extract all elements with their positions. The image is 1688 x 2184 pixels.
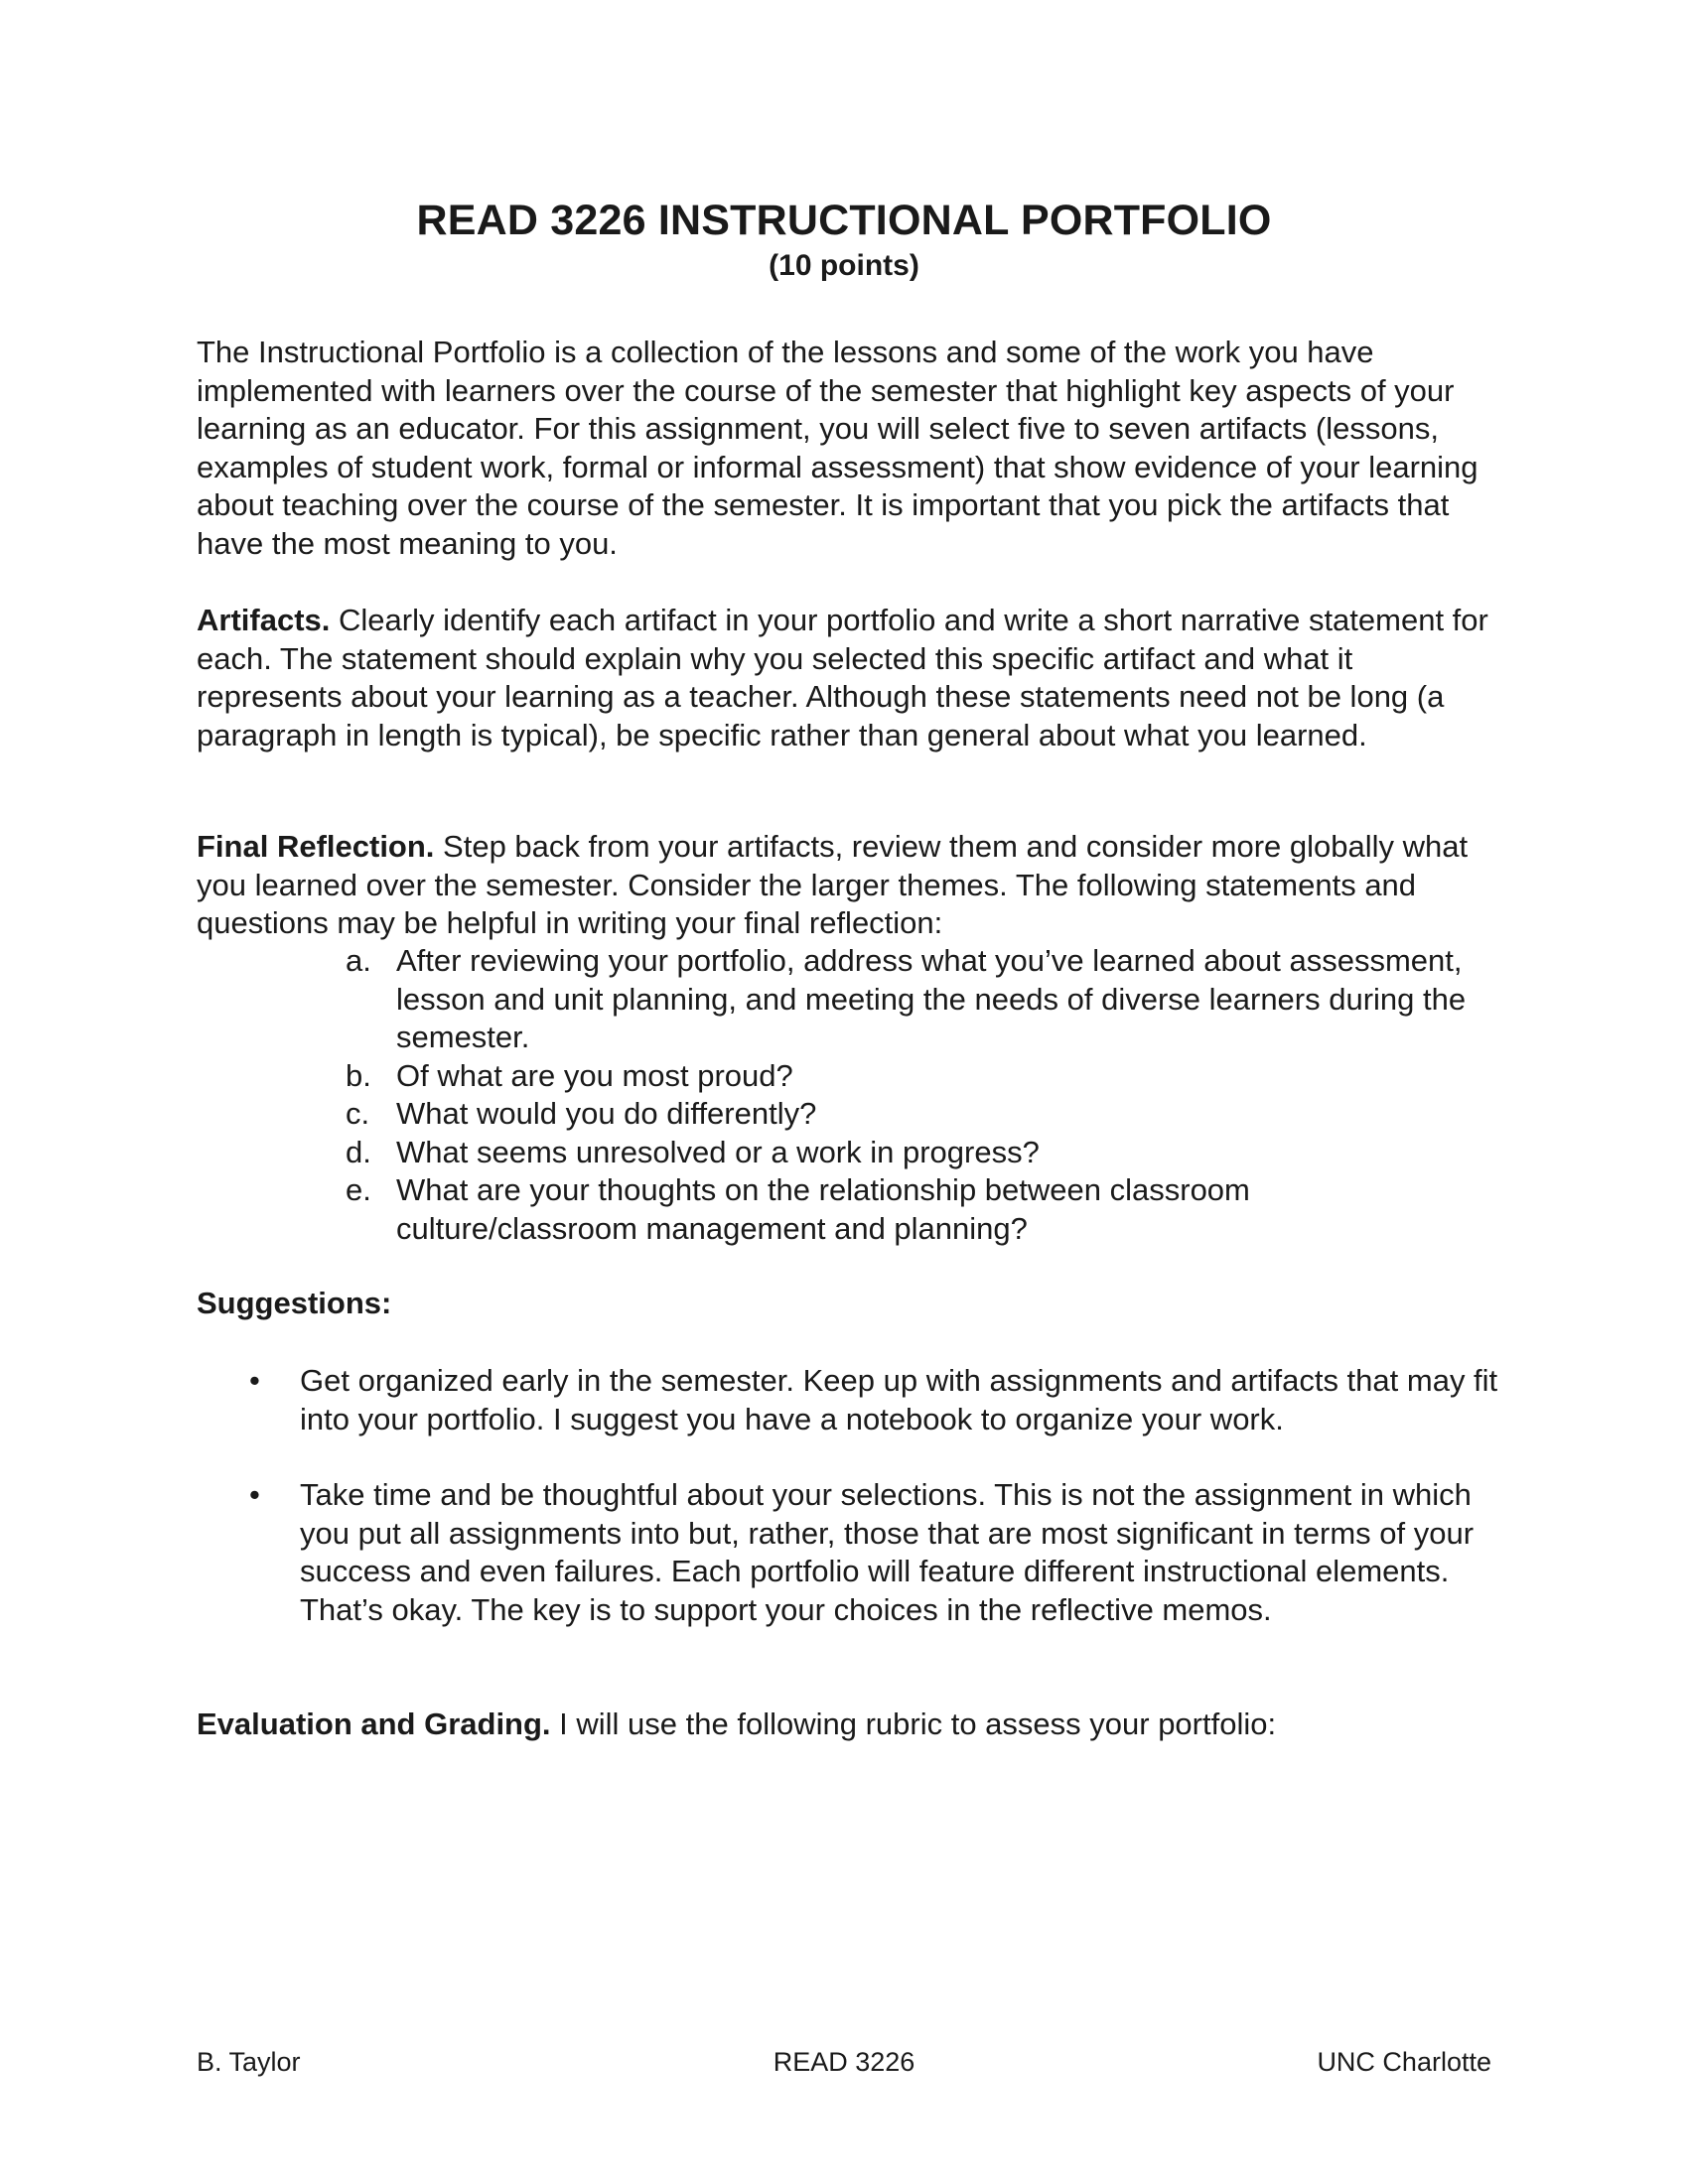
list-item-text: Of what are you most proud? (396, 1057, 793, 1093)
artifacts-section (197, 602, 1499, 754)
list-marker: e. (346, 1172, 371, 1207)
list-item-text: What would you do differently? (396, 1096, 817, 1131)
final-reflection-section (197, 828, 1499, 943)
bullet-icon: • (249, 1477, 260, 1512)
reflection-questions-list (338, 942, 1489, 1248)
list-marker: c. (346, 1096, 370, 1131)
list-marker: d. (346, 1134, 371, 1169)
list-item-text: What seems unresolved or a work in progress? (396, 1134, 1040, 1169)
footer-course: READ 3226 (773, 2047, 915, 2077)
final-reflection-text: Step back from your artifacts, review them and consider more globally what you learned over the semester. Consider the larger themes. The following statements and questions may be helpful in writing your final reflection: (197, 829, 1469, 940)
list-item (338, 1095, 1489, 1134)
suggestions-heading: Suggestions: (197, 1286, 392, 1320)
evaluation-section (197, 1706, 1499, 1744)
footer-author: B. Taylor (197, 2047, 301, 2077)
artifacts-paragraph (197, 602, 1499, 754)
list-item-text: After reviewing your portfolio, address what you’ve learned about assessment, lesson and unit planning, and meeting the needs of diverse learners during the semester. (396, 943, 1467, 1054)
list-marker: a. (346, 943, 371, 978)
list-item-text: Get organized early in the semester. Keep up with assignments and artifacts that may fit into your portfolio. I suggest you have a notebook to organize your work. (300, 1363, 1498, 1436)
footer-institution: UNC Charlotte (1317, 2047, 1491, 2077)
artifacts-text: Clearly identify each artifact in your portfolio and write a short narrative statement for each. The statement should explain why you selected this specific artifact and what it represents about your learning as a teacher. Although these statements need not be long (a paragraph in length is typical), be specific rather than general about what you learned. (197, 603, 1488, 752)
bullet-icon: • (249, 1363, 260, 1398)
list-item (338, 1171, 1489, 1248)
final-reflection-heading: Final Reflection. (197, 829, 435, 864)
list-item-text: What are your thoughts on the relationship between classroom culture/classroom management and planning? (396, 1172, 1250, 1246)
list-item (338, 1134, 1489, 1172)
document-title: READ 3226 INSTRUCTIONAL PORTFOLIO (416, 197, 1272, 244)
list-item-text: Take time and be thoughtful about your selections. This is not the assignment in which you put all assignments into but, rather, those that are most significant in terms of your success and even failures. Each portfolio will feature different instructional elements. That’s okay. The key is to support your choices in the reflective memos. (300, 1477, 1475, 1627)
final-reflection-paragraph (197, 828, 1499, 943)
list-item (197, 1476, 1507, 1629)
document-subtitle: (10 points) (769, 249, 919, 282)
list-item (338, 1057, 1489, 1096)
intro-paragraph: The Instructional Portfolio is a collection of the lessons and some of the work you have implemented with learners over the course of the semester that highlight key aspects of your learning as an educator. For this assignment, you will select five to seven artifacts (lessons, examples of student work, formal or informal assessment) that show evidence of your learning about teaching over the course of the semester. It is important that you pick the artifacts that have the most meaning to you. (197, 335, 1478, 561)
evaluation-paragraph (197, 1706, 1499, 1744)
suggestions-list (197, 1362, 1507, 1667)
evaluation-text: I will use the following rubric to assess your portfolio: (550, 1706, 1277, 1741)
evaluation-heading: Evaluation and Grading. (197, 1706, 551, 1741)
intro-section (197, 334, 1499, 563)
list-marker: b. (346, 1057, 371, 1093)
artifacts-heading: Artifacts. (197, 603, 331, 637)
list-item (338, 942, 1489, 1057)
list-item (197, 1362, 1507, 1438)
